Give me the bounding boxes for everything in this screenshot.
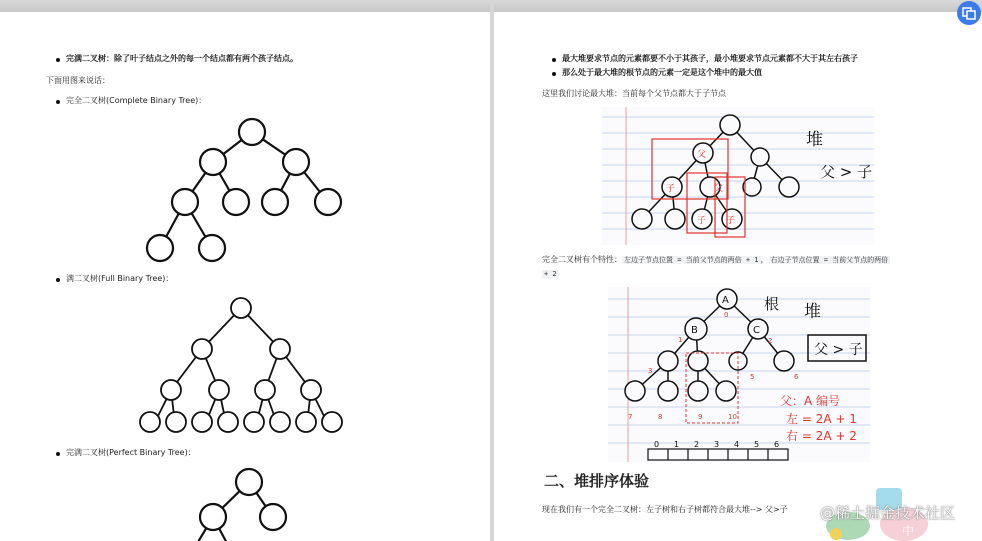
index-label: 10 [728, 413, 737, 421]
bullet [552, 58, 556, 62]
item-full-tree: 满二叉树(Full Binary Tree)： [66, 274, 174, 283]
index-label: 8 [658, 413, 663, 421]
index-label: 1 [678, 336, 683, 344]
node-label-child: 子 [697, 216, 707, 226]
heap-sort-intro: 现在我们有一个完全二叉树：左子树和右子树都符合最大堆--> 父>子 [542, 505, 788, 514]
index-label: 7 [628, 413, 633, 421]
window-icon [962, 6, 976, 20]
heap-sketch-1 [602, 107, 874, 245]
property-separator: ， [760, 255, 769, 264]
index-label: 5 [750, 373, 755, 381]
section-heading: 二、堆排序体验 [544, 472, 650, 490]
bullet [552, 72, 556, 76]
sketch-rule: 父 > 子 [814, 342, 863, 358]
bullet [56, 58, 60, 62]
bullet [56, 278, 60, 282]
array-index: 1 [674, 440, 680, 449]
array-index: 2 [694, 440, 700, 449]
note-left: 左 = 2A + 1 [786, 412, 857, 426]
index-label: 0 [724, 311, 729, 319]
complete-tree-diagram [140, 112, 350, 272]
item-perfect-def: 完满二叉树：除了叶子结点之外的每一个结点都有两个孩子结点。 [66, 54, 298, 63]
note-right: 右 = 2A + 2 [786, 429, 857, 443]
array-index: 4 [734, 440, 740, 449]
sketch-title: 堆 [804, 302, 821, 322]
right-child-formula: 右边子节点位置 = 当前父节点的两倍 [770, 256, 889, 264]
complete-tree-property-line2 [542, 269, 559, 279]
heap-sketch-2 [608, 287, 870, 462]
node-label-child: 子 [726, 216, 736, 226]
index-label: 6 [794, 373, 799, 381]
index-label: 9 [698, 413, 703, 421]
right-page [494, 12, 982, 541]
sketch-title: 堆 [806, 130, 823, 150]
array-index: 5 [754, 440, 760, 449]
right-child-formula-end: + 2 [544, 270, 557, 278]
left-child-formula: 左边子节点位置 = 当前父节点的两倍 + 1 [624, 256, 759, 264]
index-label: 2 [768, 337, 773, 345]
max-heap-text: 这里我们讨论最大堆：当前每个父节点都大于子节点 [542, 89, 726, 98]
sketch-rule: 父 > 子 [820, 163, 873, 181]
complete-tree-property [542, 255, 890, 265]
heap-bullet-1: 最大堆要求节点的元素都要不小于其孩子，最小堆要求节点元素都不大于其左右孩子 [562, 54, 858, 63]
item-perfect-tree: 完满二叉树(Perfect Binary Tree)： [66, 448, 196, 457]
left-page [0, 12, 490, 541]
node-B: B [691, 325, 698, 336]
array-index: 6 [774, 440, 780, 449]
bullet [56, 100, 60, 104]
note-parent: 父：A 编号 [780, 394, 841, 408]
node-C: C [753, 325, 760, 336]
watermark-text: @稀土掘金技术社区 [820, 504, 956, 522]
full-tree-diagram [135, 294, 350, 439]
node-label-parent: 父 [714, 184, 724, 194]
array-index: 3 [714, 440, 720, 449]
heap-bullet-2: 那么处于最大堆的根节点的元素一定是这个堆中的最大值 [562, 68, 762, 77]
node-label-child: 子 [666, 184, 676, 194]
root-label: 根 [764, 295, 780, 313]
index-label: 3 [648, 367, 653, 375]
perfect-tree-diagram [185, 467, 305, 541]
corner-action-button[interactable] [957, 1, 981, 25]
array-index: 0 [654, 440, 660, 449]
item-complete-tree: 完全二叉树(Complete Binary Tree)： [66, 96, 207, 105]
node-A: A [722, 295, 729, 306]
sticker-badge: 中 [902, 524, 915, 538]
intro-text: 下面用图来说话： [46, 76, 110, 85]
bullet [56, 452, 60, 456]
node-label-parent: 父 [697, 150, 707, 160]
property-prefix: 完全二叉树有个特性： [542, 255, 622, 264]
